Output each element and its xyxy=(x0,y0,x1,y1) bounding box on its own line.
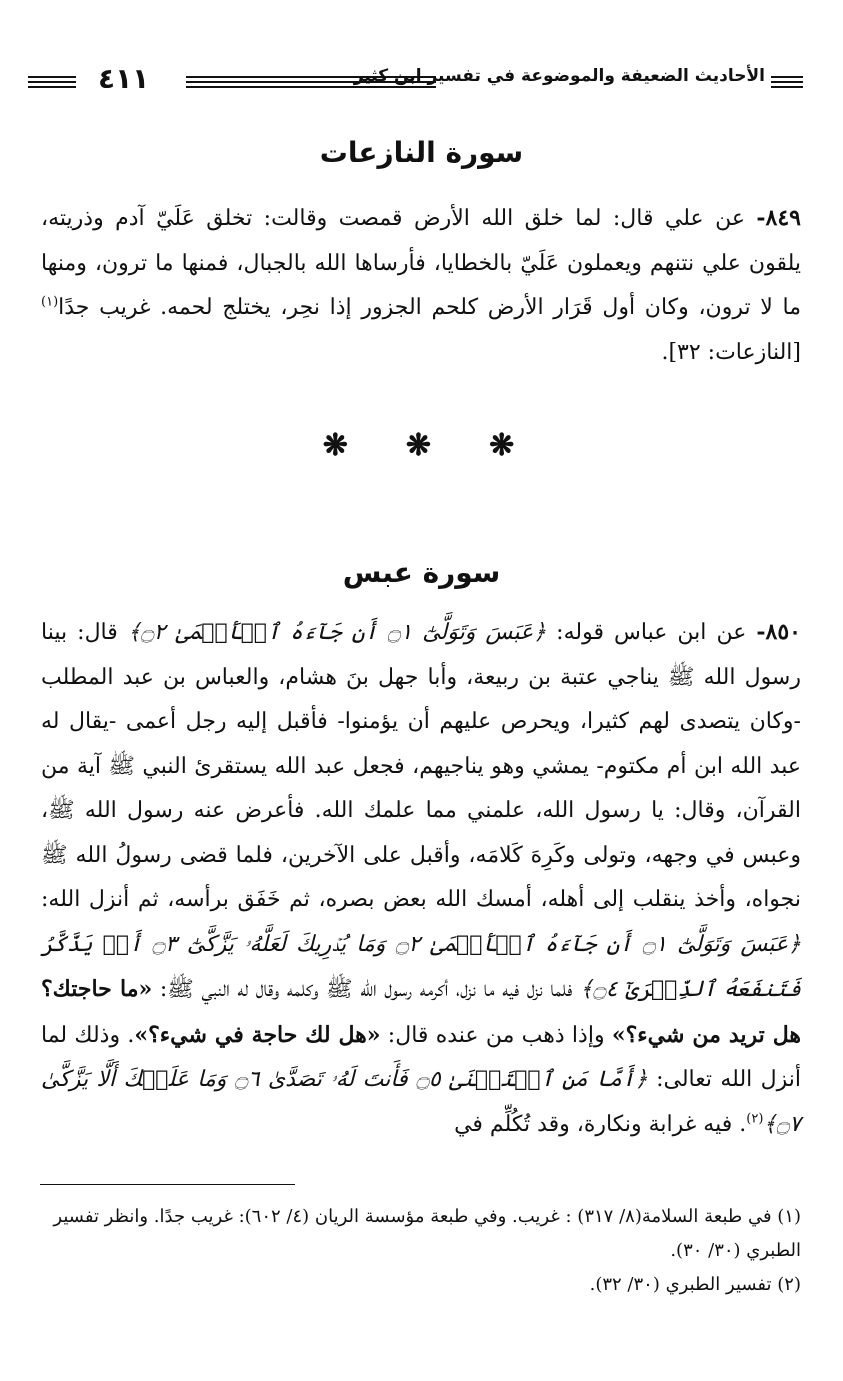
hadith-text: . وذلك لما أنزل الله تعالى: xyxy=(41,1022,802,1092)
running-header xyxy=(28,62,803,106)
footnote-2: (٢) تفسير الطبري (٣٠/ ٣٢). xyxy=(589,1274,801,1295)
hadith-849 xyxy=(41,196,801,375)
hadith-text: فلما نزل فيه ما نزل، أكرمه رسول الله ﷺ وكلمه وقال له النبي ﷺ: xyxy=(152,977,580,1002)
prophet-quote: «هل لك حاجة في شيء؟» xyxy=(134,1021,381,1048)
hadith-number: ٨٥٠- xyxy=(756,619,801,645)
star-ornament-icon: ❋ xyxy=(489,428,521,463)
prophet-quote: «ما حاجتك؟ هل تريد من شيء؟» xyxy=(41,976,801,1048)
hadith-text: وإذا ذهب من عنده قال: xyxy=(380,1022,612,1048)
quran-verse: ﴿أَمَّا مَنِ ٱسۡتَغۡنَىٰ ۝٥ فَأَنتَ لَهُۥ تَصَدَّىٰ ۝٦ وَمَا عَلَيۡكَ أَلَّا يَزَّكَّىٰ ۝٧﴾ xyxy=(41,1067,801,1137)
section-separator xyxy=(0,428,843,463)
quran-verse: ﴿عَبَسَ وَتَوَلَّىٰٓ ۝١ أَن جَآءَهُ ٱلۡأَعۡمَىٰ ۝٢ وَمَا يُدۡرِيكَ لَعَلَّهُۥ يَزَّكَّىٰٓ ۝٣ أَوۡ يَذَّكَّرُ فَتَنفَعَهُ ٱلذِّكۡرَىٰٓ ۝٤﴾ xyxy=(41,931,802,1002)
footnotes xyxy=(41,1200,801,1302)
surah-title-abasa: سورة عبس xyxy=(342,556,501,589)
star-ornament-icon: ❋ xyxy=(405,428,438,463)
quran-verse: ﴿عَبَسَ وَتَوَلَّىٰٓ ۝١ أَن جَآءَهُ ٱلۡأَعۡمَىٰ ۝٢﴾ xyxy=(127,620,547,645)
header-rule-left xyxy=(28,76,76,88)
hadith-text: عن علي قال: لما خلق الله الأرض قمصت وقالت: تخلق عَلَيّ آدم وذريته، يلقون علي نتنهم ويعملون عَلَيّ بالخطايا، فأرساها الله بالجبال، فمنها ما ترون، ومنها ما لا ترون، وكان أول قَرَار الأرض كلحم الجزور إذا نحِر، يختلج لحمه. غريب جدًا xyxy=(41,206,801,320)
footnote-divider xyxy=(40,1184,295,1185)
header-rule-middle xyxy=(186,76,436,88)
footnote-1: (١) في طبعة السلامة(٨/ ٣١٧) : غريب. وفي طبعة مؤسسة الريان (٤/ ٦٠٢): غريب جدًا. وانظر تفسير الطبري (٣٠/ ٣٠). xyxy=(53,1206,801,1261)
surah-title-naziat: سورة النازعات xyxy=(319,136,524,169)
header-book-title: الأحاديث الضعيفة والموضوعة في تفسير ابن كثير xyxy=(353,66,765,86)
verse-reference: [النازعات: ٣٢]. xyxy=(661,339,801,365)
footnote-ref-2[interactable]: (٢) xyxy=(746,1111,764,1127)
page-number: ٤١١ xyxy=(98,62,150,95)
star-ornament-icon: ❋ xyxy=(322,428,354,463)
footnote-ref-1[interactable]: (١) xyxy=(41,294,59,310)
hadith-number: ٨٤٩- xyxy=(756,205,801,231)
header-rule-right xyxy=(771,76,803,88)
hadith-850 xyxy=(41,610,801,1147)
hadith-text: عن ابن عباس قوله: xyxy=(546,620,757,645)
hadith-text: قال: بينا رسول الله ﷺ يناجي عتبة بن ربيعة، وأبا جهل بنَ هشام، والعباس بن عبد المطلب -وكان يتصدى لهم كثيرا، ويحرص عليهم أن يؤمنوا- فأقبل إليه رجل أعمى -يقال له عبد الله ابن أم مكتوم- يمشي وهو يناجيهم، فجعل عبد الله يستقرئ النبي ﷺ آية من القرآن، وقال: يا رسول الله، علمني مما علمك الله. فأعرض عنه رسول الله ﷺ، وعبس في وجهه، وتولى وكَرِهَ كَلامَه، وأقبل على الآخرين، فلما قضى رسولُ الله ﷺ نجواه، وأخذ ينقلب إلى أهله، أمسك الله بعض بصره، ثم خَفَق برأسه، ثم أنزل الله: xyxy=(41,620,801,912)
hadith-text: . فيه غرابة ونكارة، وقد تُكُلِّم في xyxy=(454,1111,747,1137)
